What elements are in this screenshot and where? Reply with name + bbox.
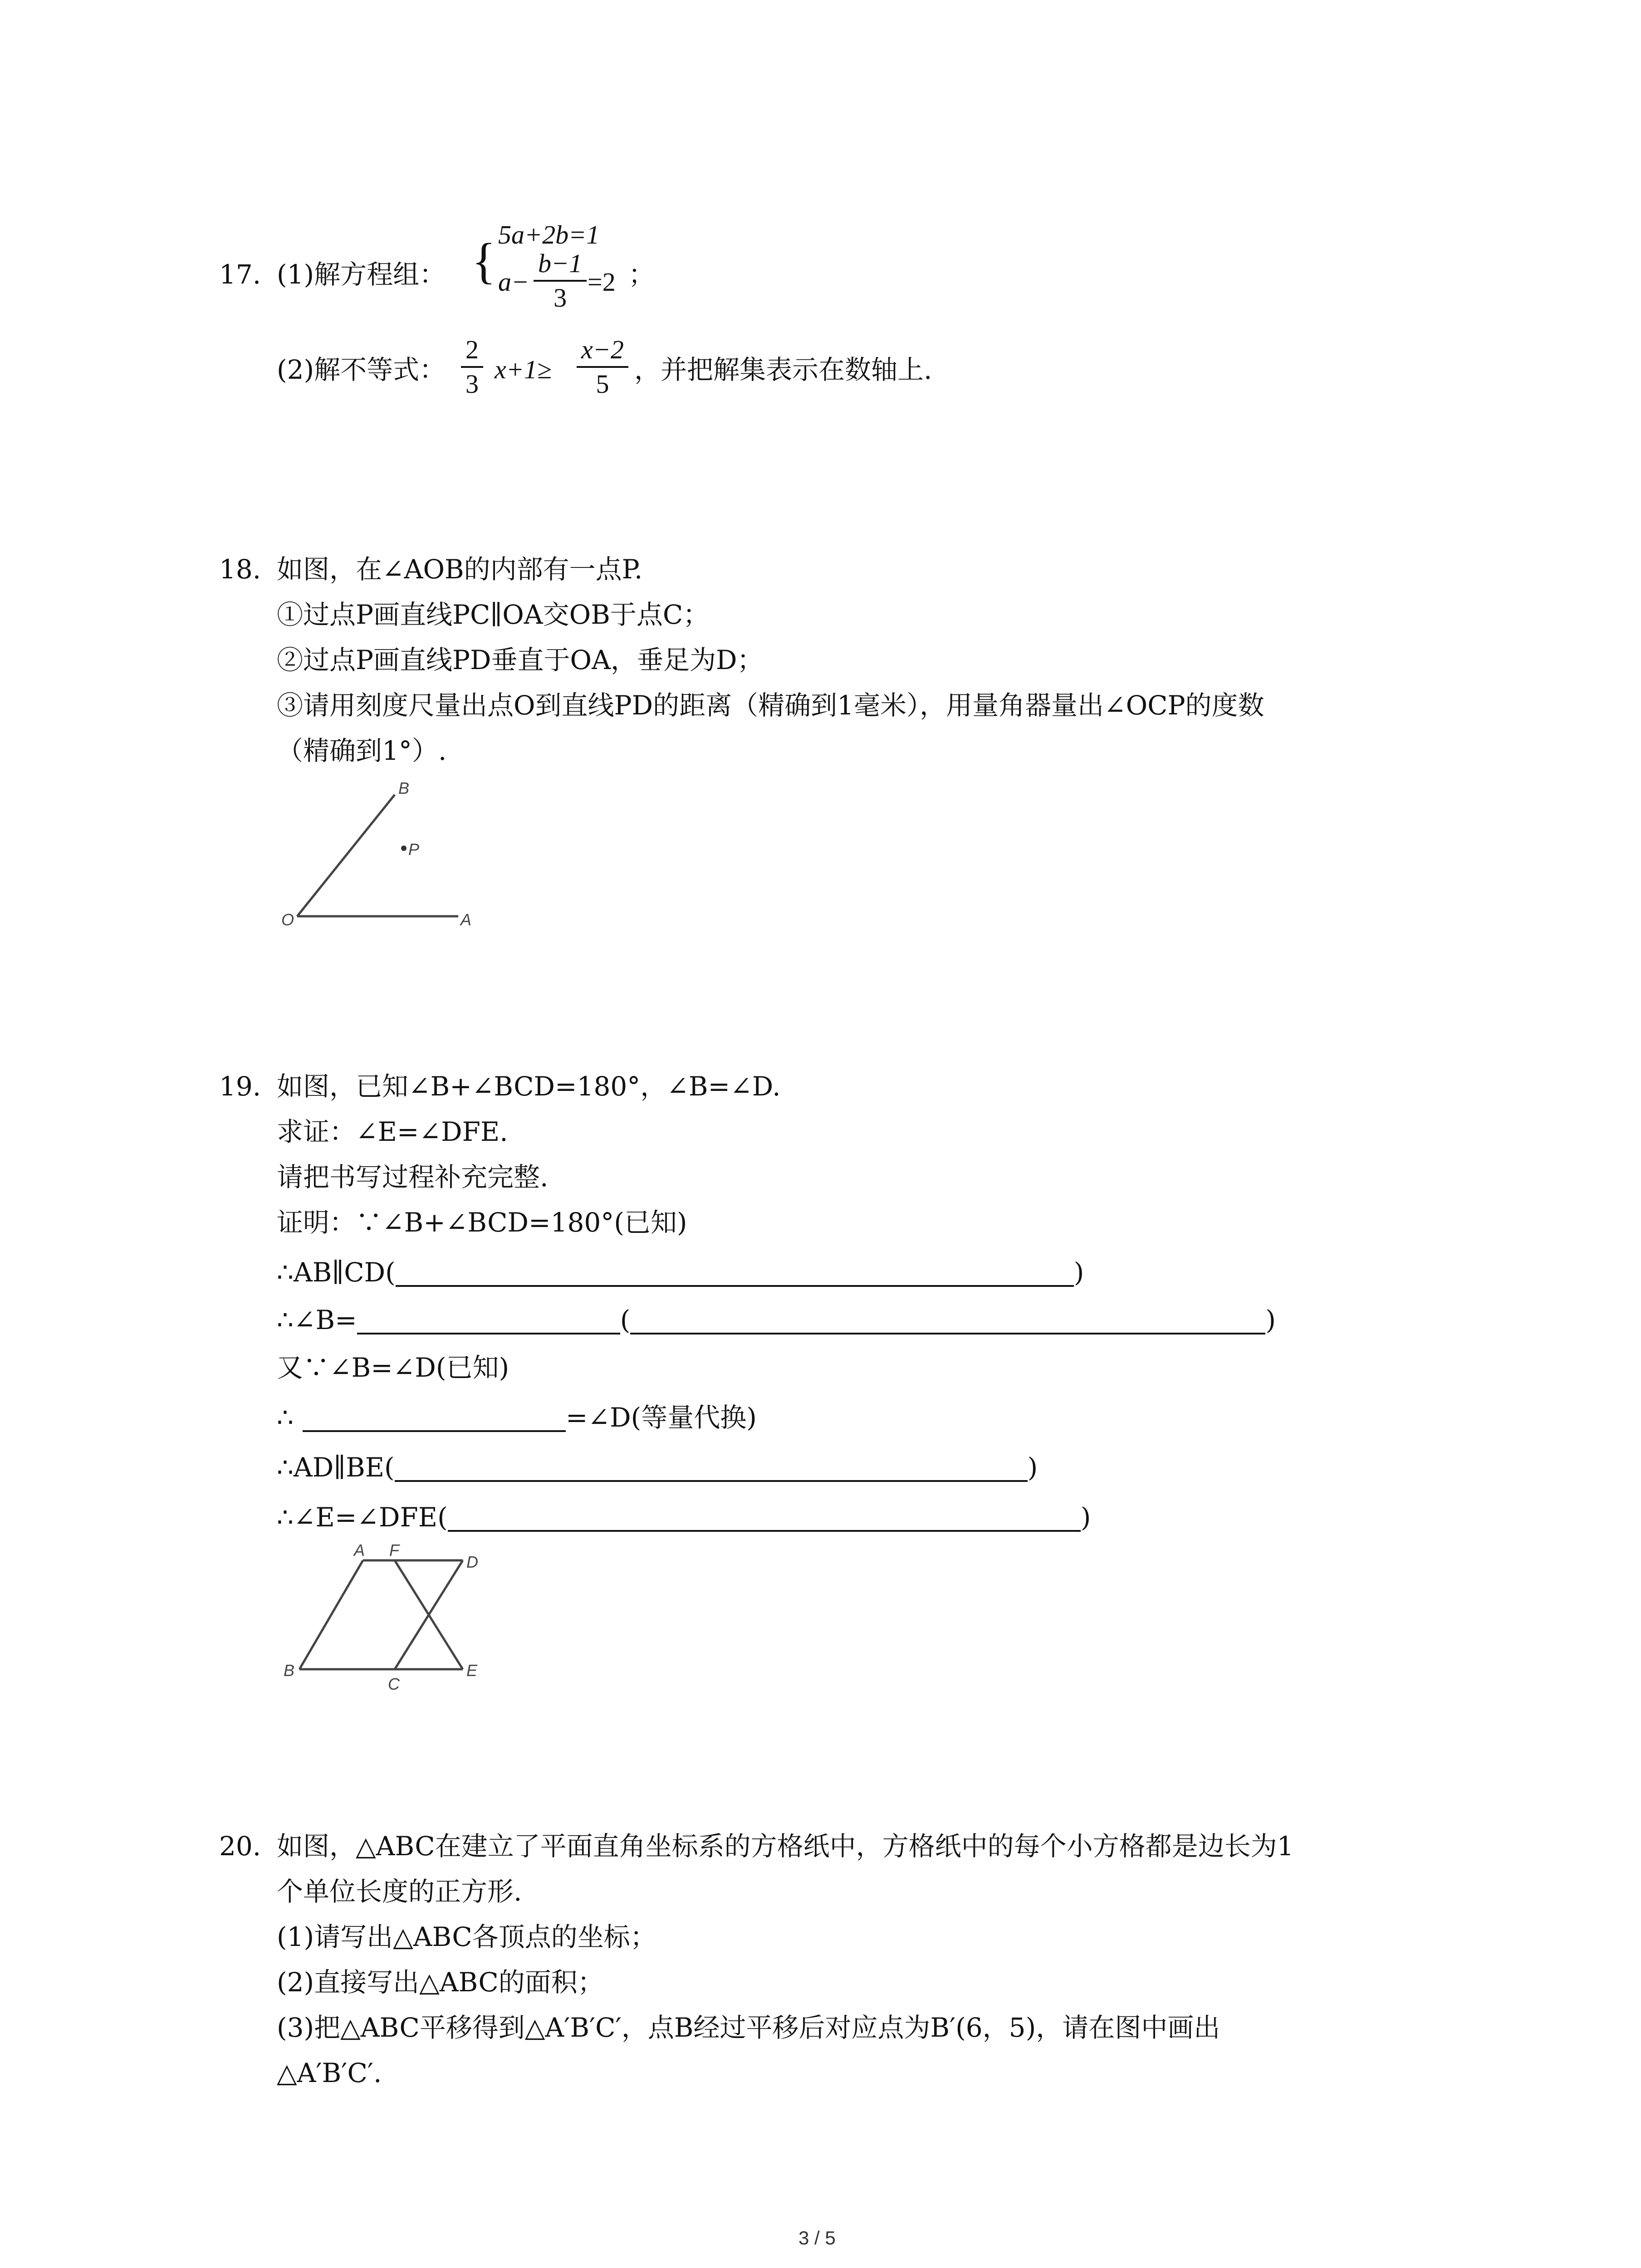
q18-line-3: ②过点P画直线PD垂直于OA，垂足为D； [277,645,764,675]
q18-line-4: ③请用刻度尺量出点O到直线PD的距离（精确到1毫米），用量角器量出∠OCP的度数 [277,690,1264,721]
label-a: A [460,910,472,929]
q20-line-6: △A′B′C′. [277,2058,382,2088]
q19-l5-text: ∴AB∥CD( [277,1257,396,1288]
q19-parallel-figure [272,1538,490,1696]
q18-line-5: （精确到1°）. [277,735,447,766]
label-d: D [466,1553,478,1571]
q19-l5-close: ) [1073,1257,1084,1288]
q18-line-1: 如图，在∠AOB的内部有一点P. [277,554,643,585]
q19-line-3: 请把书写过程补充完整. [277,1162,549,1193]
label-b: B [398,779,410,797]
q19-l9-text: ∴AD∥BE( [277,1452,395,1483]
q19-l9-close: ) [1027,1452,1038,1483]
segment-ab [299,1560,363,1669]
q17-p2-tail: ，并把解集表示在数轴上. [634,354,932,385]
q19-l10-text: ∴∠E=∠DFE( [277,1502,448,1533]
q20-line-5: (3)把△ABC平移得到△A′B′C′，点B经过平移后对应点为B′(6，5)，请在图中画出 [277,2012,1220,2043]
q19-line-5 [277,1254,1084,1290]
q19-l8-therefore: ∴ [277,1402,294,1433]
q19-l8-text: =∠D(等量代换) [565,1402,757,1433]
q17-p2-middle: x+1≥ [495,355,552,384]
q19-line-7: 又∵∠B=∠D(已知) [277,1352,509,1383]
q19-blank-reason-1[interactable] [396,1257,1074,1287]
q20-number: 20. [219,1831,261,1862]
q17-eq2-fraction [534,247,587,314]
q19-line-2: 求证：∠E=∠DFE. [277,1116,508,1147]
page-number: 3 / 5 [798,2227,836,2248]
q17-number: 17. [219,259,261,290]
q19-l6-open: ( [620,1305,631,1335]
q18-line-2: ①过点P画直线PC∥OA交OB于点C； [277,599,710,630]
label-f: F [389,1541,399,1559]
q17-p2-fraction-1 [461,333,483,401]
q20-line-2: 个单位长度的正方形. [277,1876,522,1907]
q19-l6-text: ∴∠B= [277,1305,357,1335]
q19-blank-reason-3[interactable] [395,1452,1028,1482]
q17-part1-label: (1)解方程组： [277,259,446,290]
q19-blank-angle-1[interactable] [357,1305,620,1334]
point-p [401,846,407,851]
label-b: B [284,1661,295,1680]
q19-blank-reason-2[interactable] [630,1305,1265,1334]
q17-p2-frac2-numerator: x−2 [577,333,628,368]
q17-equation-1: 5a+2b=1 [498,220,600,249]
q18-number: 18. [219,554,261,585]
q17-eq2-tail: =2 [588,267,616,297]
q19-line-4: 证明：∵∠B+∠BCD=180°(已知) [277,1207,687,1238]
ray-ob [297,795,395,916]
q17-eq2-lead: a− [498,267,529,297]
q19-number: 19. [219,1071,261,1102]
q19-l6-close: ) [1265,1305,1276,1335]
q17-eq2-denominator: 3 [554,283,567,313]
q20-line-3: (1)请写出△ABC各顶点的坐标； [277,1921,656,1952]
q19-l10-close: ) [1080,1502,1091,1533]
q17-system-brace: { [472,233,496,288]
q19-line-10 [277,1499,1091,1535]
q20-line-4: (2)直接写出△ABC的面积； [277,1967,604,1998]
q19-line-8 [277,1399,757,1436]
q19-line-9 [277,1449,1038,1486]
label-p: P [408,840,420,859]
label-c: C [388,1675,400,1693]
q17-part1-end: ； [628,259,655,290]
q17-p2-frac1-numerator: 2 [461,333,483,368]
q17-equation-2 [498,264,529,300]
q20-line-1: 如图，△ABC在建立了平面直角坐标系的方格纸中，方格纸中的每个小方格都是边长为1 [277,1831,1294,1862]
q18-angle-figure [272,771,490,934]
q19-blank-angle-2[interactable] [303,1402,566,1432]
label-o: O [281,910,294,929]
q17-p2-frac1-denominator: 3 [465,369,479,399]
q17-eq2-numerator: b−1 [534,247,587,282]
q19-blank-reason-4[interactable] [448,1502,1081,1532]
q17-p2-fraction-2 [577,333,628,401]
label-e: E [466,1661,478,1680]
label-a: A [354,1541,365,1559]
q17-part2-label: (2)解不等式： [277,354,446,385]
q17-p2-frac2-denominator: 5 [596,369,609,399]
q19-line-1: 如图，已知∠B+∠BCD=180°，∠B=∠D. [277,1071,781,1102]
q19-line-6 [277,1302,1276,1338]
